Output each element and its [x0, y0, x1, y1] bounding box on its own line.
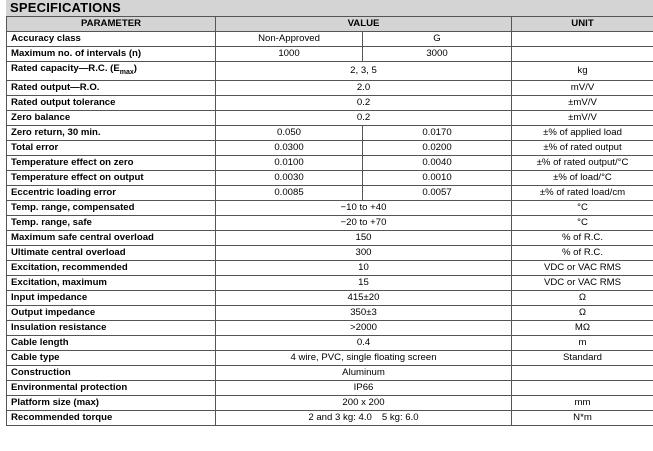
- parameter-cell: Temperature effect on zero: [7, 155, 216, 170]
- value-cell: G: [363, 32, 512, 47]
- unit-cell: Ω: [512, 290, 653, 305]
- parameter-cell: Ultimate central overload: [7, 245, 216, 260]
- table-row: [7, 365, 653, 380]
- parameter-cell: Insulation resistance: [7, 320, 216, 335]
- unit-cell: mm: [512, 395, 653, 410]
- value-cell: 3000: [363, 47, 512, 62]
- parameter-cell: Construction: [7, 365, 216, 380]
- parameter-cell: Cable length: [7, 335, 216, 350]
- parameter-cell: Rated output—R.O.: [7, 80, 216, 95]
- parameter-cell: Rated output tolerance: [7, 95, 216, 110]
- value-cell: [216, 410, 512, 425]
- value-cell: 0.0085: [216, 185, 363, 200]
- unit-cell: MΩ: [512, 320, 653, 335]
- parameter-cell: Maximum no. of intervals (n): [7, 47, 216, 62]
- unit-cell: ±% of rated load/cm: [512, 185, 653, 200]
- value-cell: 0.0040: [363, 155, 512, 170]
- table-row: [7, 290, 653, 305]
- value-cell: 350±3: [216, 305, 512, 320]
- table-row: [7, 47, 653, 62]
- value-cell: 150: [216, 230, 512, 245]
- parameter-cell: Total error: [7, 140, 216, 155]
- value-cell: 415±20: [216, 290, 512, 305]
- value-cell: 2, 3, 5: [216, 62, 512, 81]
- table-row: [7, 410, 653, 425]
- header-row: [7, 17, 653, 32]
- parameter-cell: Input impedance: [7, 290, 216, 305]
- parameter-cell: Accuracy class: [7, 32, 216, 47]
- table-row: [7, 80, 653, 95]
- table-row: [7, 245, 653, 260]
- value-cell: 0.0057: [363, 185, 512, 200]
- table-row: [7, 275, 653, 290]
- value-cell: 0.050: [216, 125, 363, 140]
- table-row: [7, 170, 653, 185]
- parameter-text-end: ): [133, 63, 137, 74]
- unit-cell: [512, 380, 653, 395]
- table-row: [7, 110, 653, 125]
- table-row: [7, 32, 653, 47]
- table-row: [7, 62, 653, 81]
- torque-value-small: 2 and 3 kg: 4.0: [308, 411, 372, 423]
- unit-cell: m: [512, 335, 653, 350]
- unit-cell: kg: [512, 62, 653, 81]
- value-cell: 2.0: [216, 80, 512, 95]
- unit-cell: [512, 32, 653, 47]
- value-cell: 0.0100: [216, 155, 363, 170]
- value-cell: 0.2: [216, 95, 512, 110]
- value-cell: −10 to +40: [216, 200, 512, 215]
- value-cell: 0.0010: [363, 170, 512, 185]
- value-cell: IP66: [216, 380, 512, 395]
- table-row: [7, 140, 653, 155]
- parameter-cell: Environmental protection: [7, 380, 216, 395]
- parameter-cell: Temp. range, compensated: [7, 200, 216, 215]
- table-row: [7, 215, 653, 230]
- value-cell: 1000: [216, 47, 363, 62]
- value-cell: 300: [216, 245, 512, 260]
- parameter-subscript: max: [119, 68, 134, 76]
- parameter-cell: Temp. range, safe: [7, 215, 216, 230]
- value-cell: 0.4: [216, 335, 512, 350]
- unit-cell: % of R.C.: [512, 245, 653, 260]
- unit-cell: [512, 365, 653, 380]
- unit-cell: ±% of load/°C: [512, 170, 653, 185]
- parameter-header: PARAMETER: [7, 17, 216, 32]
- parameter-cell: Excitation, maximum: [7, 275, 216, 290]
- table-row: [7, 320, 653, 335]
- table-row: [7, 395, 653, 410]
- table-row: [7, 350, 653, 365]
- unit-cell: mV/V: [512, 80, 653, 95]
- table-row: [7, 335, 653, 350]
- table-row: [7, 185, 653, 200]
- table-row: [7, 95, 653, 110]
- value-cell: −20 to +70: [216, 215, 512, 230]
- value-cell: >2000: [216, 320, 512, 335]
- unit-cell: VDC or VAC RMS: [512, 260, 653, 275]
- unit-cell: Ω: [512, 305, 653, 320]
- parameter-cell: Maximum safe central overload: [7, 230, 216, 245]
- parameter-cell: Cable type: [7, 350, 216, 365]
- parameter-cell: Excitation, recommended: [7, 260, 216, 275]
- value-cell: Non-Approved: [216, 32, 363, 47]
- table-row: [7, 260, 653, 275]
- parameter-cell: [7, 62, 216, 81]
- value-cell: 200 x 200: [216, 395, 512, 410]
- parameter-text: Rated capacity—R.C. (E: [11, 63, 120, 74]
- parameter-cell: Zero balance: [7, 110, 216, 125]
- unit-cell: [512, 47, 653, 62]
- table-row: [7, 305, 653, 320]
- value-cell: 0.0170: [363, 125, 512, 140]
- value-cell: 0.2: [216, 110, 512, 125]
- parameter-cell: Output impedance: [7, 305, 216, 320]
- table-row: [7, 380, 653, 395]
- unit-cell: °C: [512, 200, 653, 215]
- parameter-cell: Recommended torque: [7, 410, 216, 425]
- specifications-table: [6, 16, 653, 426]
- table-row: [7, 230, 653, 245]
- value-header: VALUE: [216, 17, 512, 32]
- value-cell: Aluminum: [216, 365, 512, 380]
- unit-cell: VDC or VAC RMS: [512, 275, 653, 290]
- unit-cell: N*m: [512, 410, 653, 425]
- unit-header: UNIT: [512, 17, 653, 32]
- parameter-cell: Zero return, 30 min.: [7, 125, 216, 140]
- value-cell: 15: [216, 275, 512, 290]
- unit-cell: ±% of rated output: [512, 140, 653, 155]
- parameter-cell: Temperature effect on output: [7, 170, 216, 185]
- value-cell: 10: [216, 260, 512, 275]
- table-row: [7, 200, 653, 215]
- parameter-cell: Platform size (max): [7, 395, 216, 410]
- table-row: [7, 125, 653, 140]
- torque-value-large: 5 kg: 6.0: [381, 411, 419, 423]
- value-cell: 0.0300: [216, 140, 363, 155]
- specifications-title: SPECIFICATIONS: [6, 0, 653, 16]
- table-row: [7, 155, 653, 170]
- unit-cell: ±mV/V: [512, 95, 653, 110]
- unit-cell: ±% of rated output/°C: [512, 155, 653, 170]
- value-cell: 4 wire, PVC, single floating screen: [216, 350, 512, 365]
- unit-cell: % of R.C.: [512, 230, 653, 245]
- unit-cell: °C: [512, 215, 653, 230]
- parameter-cell: Eccentric loading error: [7, 185, 216, 200]
- unit-cell: Standard: [512, 350, 653, 365]
- unit-cell: ±% of applied load: [512, 125, 653, 140]
- unit-cell: ±mV/V: [512, 110, 653, 125]
- value-cell: 0.0030: [216, 170, 363, 185]
- value-cell: 0.0200: [363, 140, 512, 155]
